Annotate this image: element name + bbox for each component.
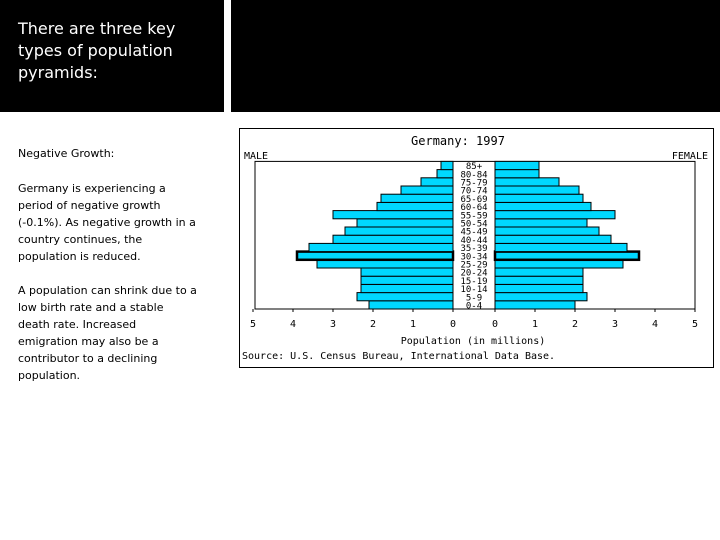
age-label-5-9: 5-9 [465, 293, 483, 304]
bar-male-55-59 [333, 211, 453, 219]
bar-male-35-39 [309, 243, 453, 251]
age-label-0-4: 0-4 [465, 301, 483, 312]
bar-female-15-19 [495, 276, 583, 284]
bar-female-45-49 [495, 227, 599, 235]
bar-male-0-4 [369, 301, 453, 309]
bar-male-50-54 [357, 219, 453, 227]
bar-female-20-24 [495, 268, 583, 276]
paragraph-2: A population can shrink due to a low birth rate and a stable death rate. Increased emigration may also be a contributor to a declining population. [18, 284, 197, 382]
bar-male-5-9 [357, 293, 453, 301]
age-label-25-29: 25-29 [460, 260, 488, 271]
bar-female-0-4 [495, 301, 575, 309]
bar-male-30-34 [297, 252, 453, 260]
x-tick-label: 5 [691, 319, 699, 330]
bar-female-70-74 [495, 186, 579, 194]
bar-female-10-14 [495, 284, 583, 292]
bar-male-65-69 [381, 194, 453, 202]
x-tick-label: 0 [491, 319, 499, 330]
age-label-30-34: 30-34 [460, 252, 488, 263]
x-tick-label: 2 [369, 319, 377, 330]
title-box-right [231, 0, 720, 112]
bar-female-65-69 [495, 194, 583, 202]
bar-male-60-64 [377, 202, 453, 210]
male-label: MALE [244, 151, 269, 162]
age-label-15-19: 15-19 [460, 276, 488, 287]
bar-male-70-74 [401, 186, 453, 194]
age-label-85+: 85+ [465, 162, 483, 173]
age-label-50-54: 50-54 [460, 219, 488, 230]
bar-female-60-64 [495, 202, 591, 210]
paragraph-1: Germany is experiencing a period of negative growth (-0.1%). As negative growth in a country continues, the population is reduced. [18, 182, 196, 263]
x-tick-label: 3 [611, 319, 619, 330]
age-label-55-59: 55-59 [460, 211, 488, 222]
bar-female-75-79 [495, 178, 559, 186]
x-tick-label: 4 [651, 319, 659, 330]
x-tick-label: 2 [571, 319, 579, 330]
x-tick-label: 1 [409, 319, 417, 330]
bar-female-80-84 [495, 170, 539, 178]
age-label-65-69: 65-69 [460, 194, 488, 205]
bar-female-55-59 [495, 211, 615, 219]
bar-female-40-44 [495, 235, 611, 243]
bar-male-80-84 [437, 170, 453, 178]
bar-male-40-44 [333, 235, 453, 243]
bar-male-45-49 [345, 227, 453, 235]
age-label-70-74: 70-74 [460, 186, 488, 197]
age-label-35-39: 35-39 [460, 244, 488, 255]
age-label-80-84: 80-84 [460, 170, 488, 181]
bar-male-10-14 [361, 284, 453, 292]
bar-female-85+ [495, 161, 539, 169]
x-tick-label: 3 [329, 319, 337, 330]
chart-svg [240, 129, 713, 367]
age-label-10-14: 10-14 [460, 285, 488, 296]
bar-female-50-54 [495, 219, 587, 227]
source-note: Source: U.S. Census Bureau, International Data Base. [242, 351, 556, 362]
female-label: FEMALE [671, 151, 708, 162]
x-tick-label: 0 [449, 319, 457, 330]
bar-female-5-9 [495, 293, 587, 301]
bar-male-20-24 [361, 268, 453, 276]
bar-female-30-34 [495, 252, 639, 260]
x-axis-label: Population (in millions) [400, 336, 546, 347]
bar-male-75-79 [421, 178, 453, 186]
x-tick-label: 1 [531, 319, 539, 330]
age-label-45-49: 45-49 [460, 227, 488, 238]
bar-male-85+ [441, 161, 453, 169]
bar-male-15-19 [361, 276, 453, 284]
section-heading: Negative Growth: [18, 147, 115, 160]
bar-female-35-39 [495, 243, 627, 251]
age-label-40-44: 40-44 [460, 235, 488, 246]
age-label-60-64: 60-64 [460, 203, 488, 214]
text-column [18, 145, 198, 401]
x-tick-label: 5 [249, 319, 257, 330]
population-pyramid-chart [239, 128, 714, 368]
chart-title: Germany: 1997 [411, 134, 505, 148]
age-label-75-79: 75-79 [460, 178, 488, 189]
x-tick-label: 4 [289, 319, 297, 330]
age-label-20-24: 20-24 [460, 268, 488, 279]
slide-title: There are three key types of population pyramids: [18, 19, 176, 82]
